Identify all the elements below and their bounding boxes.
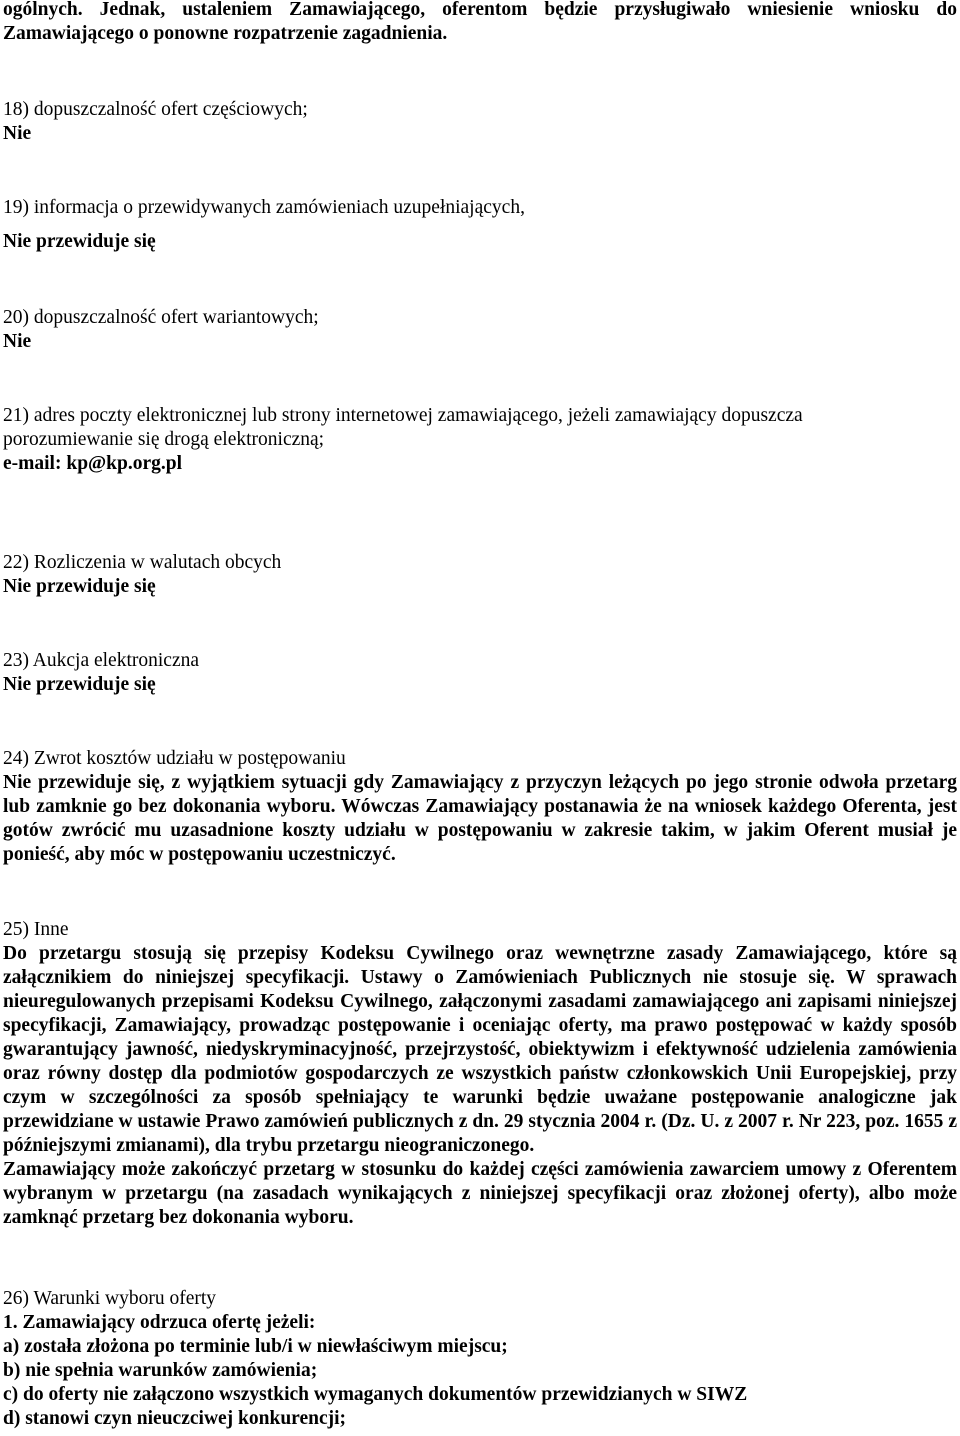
section-21-heading-line1: 21) adres poczty elektronicznej lub strony internetowej zamawiającego, jeżeli zamawiający dopuszcza — [3, 405, 803, 426]
section-26-item-b: b) nie spełnia warunków zamówienia; — [3, 1360, 318, 1381]
section-25-body-2: Zamawiający może zakończyć przetarg w stosunku do każdej części zamówienia zawarciem umowy z Oferentem wybranym w przetargu (na zasadach wynikających z niniejszej specyfikacji oraz złożonej oferty), albo może zamknąć przetarg bez dokonania wyboru. — [3, 1159, 957, 1228]
section-26 — [3, 1287, 957, 1431]
section-25 — [3, 918, 957, 1230]
section-24-body: Nie przewiduje się, z wyjątkiem sytuacji gdy Zamawiający z przyczyn leżących po jego stronie odwoła przetarg lub zamknie go bez dokonania wyboru. Wówczas Zamawiający postanawia że na wniosek każdego Oferenta, jest gotów zwrócić mu uzasadnione koszty udziału w postępowaniu w zakresie takim, w jakim Oferent musiał je ponieść, aby móc w postępowaniu uczestniczyć. — [3, 772, 957, 865]
section-20-answer: Nie — [3, 331, 32, 352]
section-20 — [3, 306, 957, 354]
section-22-answer: Nie przewiduje się — [3, 576, 156, 597]
section-22 — [3, 551, 957, 599]
section-18 — [3, 98, 957, 146]
section-25-heading: 25) Inne — [3, 919, 69, 940]
section-26-heading: 26) Warunki wyboru oferty — [3, 1288, 217, 1309]
section-23-heading: 23) Aukcja elektroniczna — [3, 650, 199, 671]
section-25-body-1: Do przetargu stosują się przepisy Kodeksu Cywilnego oraz wewnętrzne zasady Zamawiającego, które są załącznikiem do niniejszej specyfikacji. Ustawy o Zamówieniach Publicznych nie stosuje się. W sprawach nieuregulowanych przepisami Kodeksu Cywilnego, załączonymi zasadami zamawiającego ani zapisami niniejszej specyfikacji, Zamawiający, prowadząc postępowanie i oceniając oferty, ma prawo postępować w każdy sposób gwarantujący jawność, niedyskryminacyjność, przejrzystość, obiektywizm i efektywność udzielenia zamówienia oraz równy dostęp dla podmiotów gospodarczych ze wszystkich państw członkowskich Unii Europejskiej, przy czym w szczególności za sposób spełniający te warunki będzie uważane postępowanie analogiczne jak przewidziane w ustawie Prawo zamówień publicznych z dn. 29 stycznia 2004 r. (Dz. U. z 2007 r. Nr 223, poz. 1655 z późniejszymi zmianami), dla trybu przetargu nieograniczonego. — [3, 943, 957, 1156]
section-19-answer: Nie przewiduje się — [3, 231, 156, 252]
section-21-heading-line2: porozumiewanie się drogą elektroniczną; — [3, 429, 325, 450]
section-19 — [3, 196, 957, 254]
section-22-heading: 22) Rozliczenia w walutach obcych — [3, 552, 282, 573]
section-19-heading: 19) informacja o przewidywanych zamówieniach uzupełniających, — [3, 197, 525, 218]
section-24 — [3, 747, 957, 867]
section-18-heading: 18) dopuszczalność ofert częściowych; — [3, 99, 308, 120]
intro-paragraph: ogólnych. Jednak, ustaleniem Zamawiającego, oferentom będzie przysługiwało wniesienie wniosku do Zamawiającego o ponowne rozpatrzenie zagadnienia. — [3, 0, 957, 44]
section-26-item-c: c) do oferty nie załączono wszystkich wymaganych dokumentów przewidzianych w SIWZ — [3, 1384, 748, 1405]
section-21 — [3, 404, 957, 476]
section-24-heading: 24) Zwrot kosztów udziału w postępowaniu — [3, 748, 346, 769]
section-23-answer: Nie przewiduje się — [3, 674, 156, 695]
section-21-email: e-mail: kp@kp.org.pl — [3, 453, 183, 474]
section-20-heading: 20) dopuszczalność ofert wariantowych; — [3, 307, 319, 328]
section-26-item-d: d) stanowi czyn nieuczciwej konkurencji; — [3, 1408, 347, 1429]
section-23 — [3, 649, 957, 697]
section-26-item-a: a) została złożona po terminie lub/i w niewłaściwym miejscu; — [3, 1336, 508, 1357]
section-26-sub-1: 1. Zamawiający odrzuca ofertę jeżeli: — [3, 1312, 316, 1333]
section-18-answer: Nie — [3, 123, 32, 144]
